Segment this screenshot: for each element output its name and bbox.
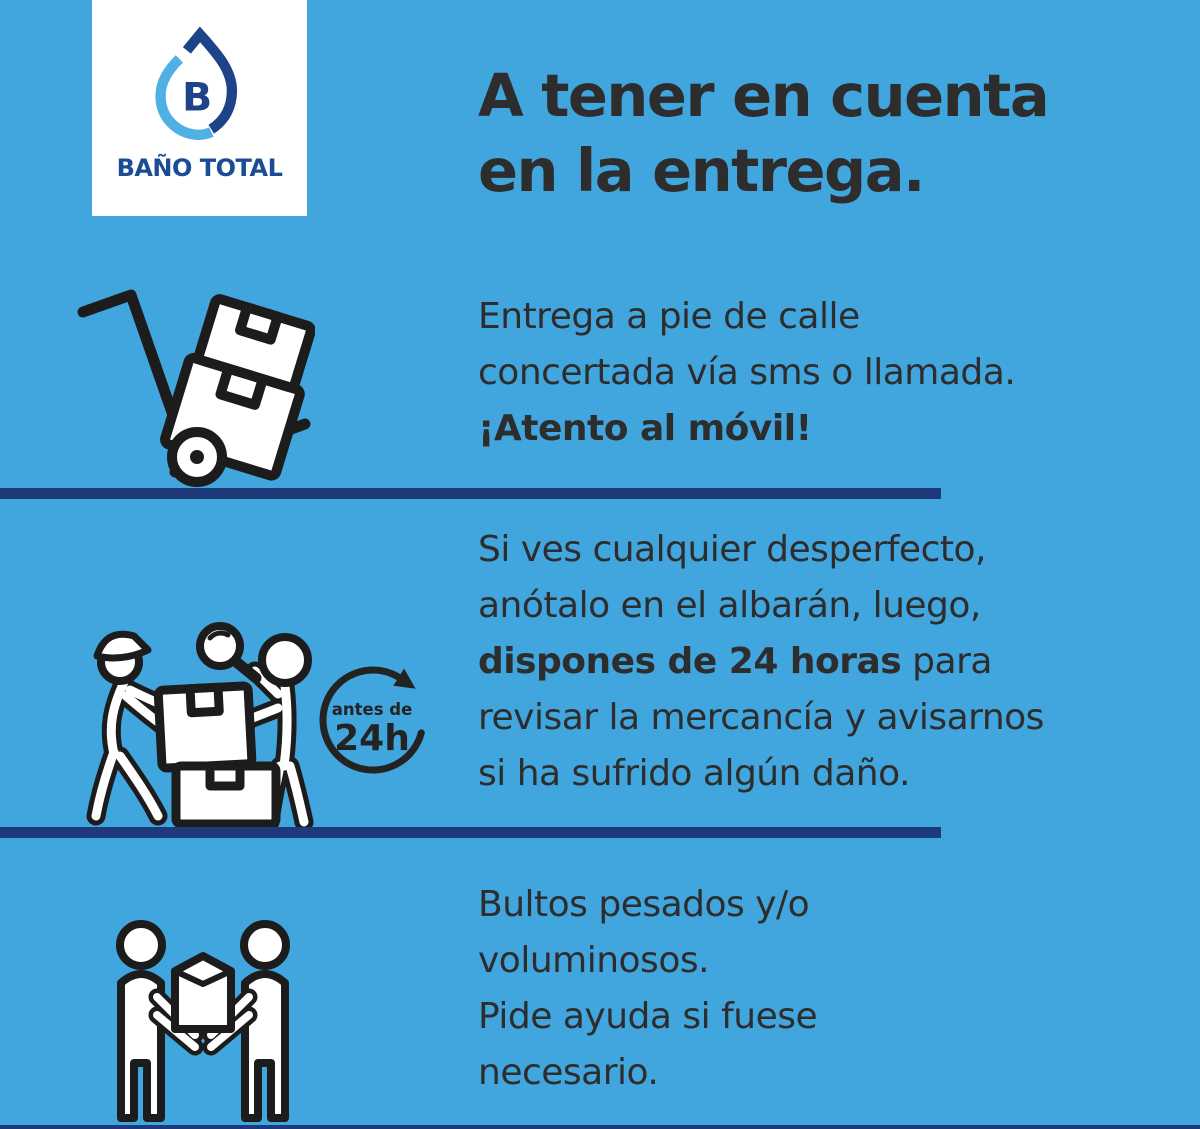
brand-logo-panel <box>92 0 307 216</box>
text-line: voluminosos. <box>478 940 710 981</box>
text-line: concertada vía sms o llamada. <box>478 352 1016 393</box>
logo-initial: B <box>181 74 212 121</box>
title-line-2: en la entrega. <box>478 136 924 205</box>
badge-small-text: antes de <box>331 700 413 719</box>
section-3-text <box>478 877 817 1101</box>
package-inspection-icon <box>70 616 320 828</box>
page-title <box>478 58 1048 208</box>
carried-box <box>175 956 231 1029</box>
text-line: necesario. <box>478 1052 659 1093</box>
right-person-head <box>244 924 286 966</box>
section-1-text <box>478 289 1015 457</box>
left-person-head <box>120 924 162 966</box>
text-line: Entrega a pie de calle <box>478 296 860 337</box>
text-line: dispones de 24 horas para <box>478 641 992 682</box>
carry-box-icon <box>103 913 303 1125</box>
divider-2 <box>0 827 941 838</box>
text-line: ¡Atento al móvil! <box>478 408 812 449</box>
wheel-hub <box>190 450 204 464</box>
text-line: revisar la mercancía y avisarnos <box>478 697 1044 738</box>
water-drop-logo-icon <box>139 26 261 148</box>
text-line: Bultos pesados y/o <box>478 884 810 925</box>
text-line: anótalo en el albarán, luego, <box>478 585 981 626</box>
inspector-head <box>262 637 308 683</box>
text-line: Si ves cualquier desperfecto, <box>478 529 986 570</box>
before-24h-badge <box>314 658 432 776</box>
section-2-text <box>478 522 1044 802</box>
worker-cap <box>97 634 148 658</box>
bottom-border <box>0 1125 1200 1129</box>
divider-1 <box>0 488 941 499</box>
text-line: si ha sufrido algún daño. <box>478 753 910 794</box>
text-line: Pide ayuda si fuese <box>478 996 818 1037</box>
hand-truck-icon <box>55 276 315 488</box>
badge-big-text: 24h <box>334 718 410 759</box>
title-line-1: A tener en cuenta <box>478 61 1049 130</box>
brand-name: BAÑO TOTAL <box>116 154 283 182</box>
